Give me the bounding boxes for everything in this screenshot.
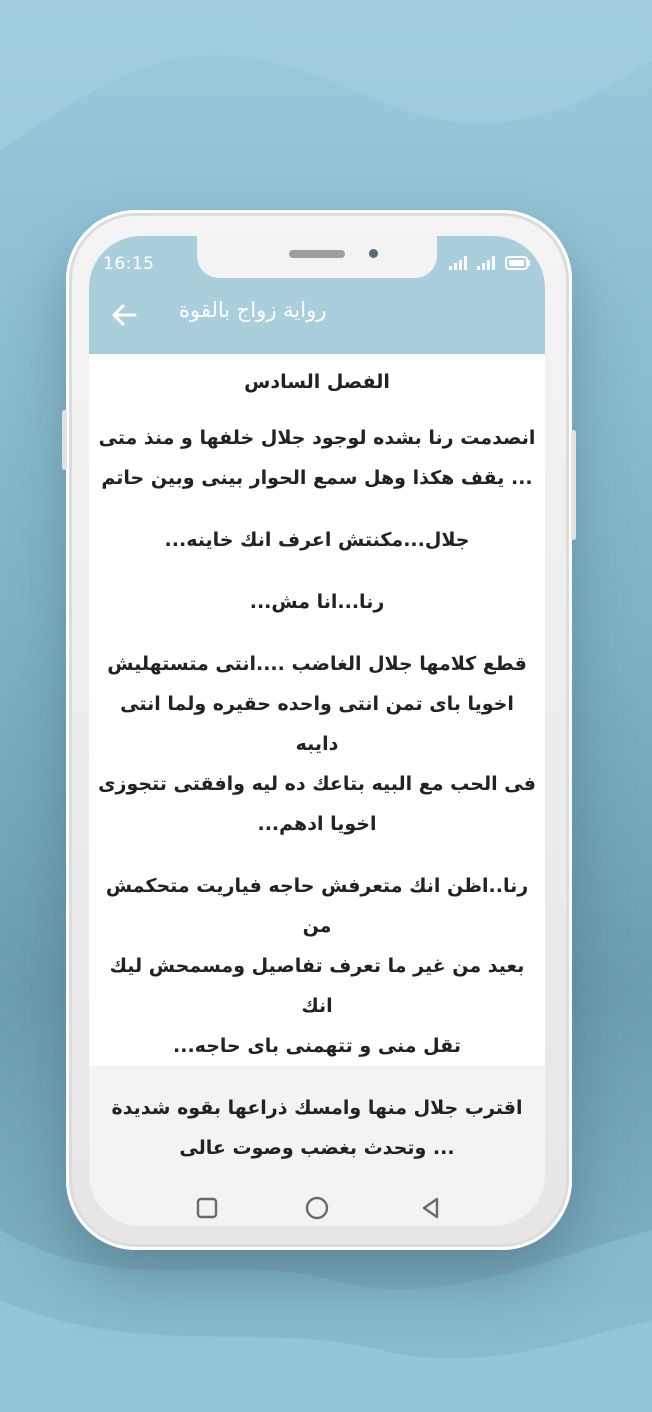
- paragraph-line: فى الحب مع البيه بتاعك ده ليه وافقتى تتجوزى: [98, 773, 536, 795]
- app-bar-title: رواية زواج بالقوة: [179, 298, 327, 322]
- paragraph: [97, 866, 537, 1066]
- paragraph: [97, 582, 537, 622]
- volume-button: [62, 410, 67, 470]
- paragraph-line: رنا...انا مش...: [249, 591, 385, 613]
- paragraph: [97, 1088, 537, 1168]
- signal-icon: [449, 256, 471, 270]
- paragraph-line: ... وتحدث بغضب وصوت عالى: [179, 1137, 455, 1159]
- paragraph-line: ... يقف هكذا وهل سمع الحوار بينى وبين حاتم: [101, 467, 533, 489]
- phone-mockup: [66, 210, 572, 1250]
- app-bar: [89, 278, 545, 354]
- signal-icon-2: [477, 256, 499, 270]
- paragraph: [97, 644, 537, 844]
- front-camera: [369, 249, 378, 258]
- status-time: 16:15: [103, 254, 155, 274]
- notch: [197, 236, 437, 278]
- paragraph-line: انصدمت رنا بشده لوجود جلال خلفها و منذ متى: [98, 427, 536, 449]
- phone-screen: [89, 236, 545, 1226]
- paragraph-line: اقترب جلال منها وامسك ذراعها بقوه شديدة: [111, 1097, 523, 1119]
- back-triangle-icon[interactable]: [417, 1194, 445, 1222]
- arrow-left-icon[interactable]: [109, 300, 139, 330]
- chapter-content: [89, 354, 545, 1159]
- paragraph-line: اخويا ادهم...: [257, 813, 377, 835]
- home-circle-icon[interactable]: [303, 1194, 331, 1222]
- chapter-title: الفصل السادس: [244, 371, 390, 393]
- paragraph-line: رنا..اظن انك متعرفش حاجه فياريت متحكمش من: [105, 875, 529, 937]
- paragraph: [97, 418, 537, 498]
- speaker: [289, 250, 345, 258]
- paragraph-line: تقل منى و تتهمنى باى حاجه...: [173, 1035, 461, 1057]
- recents-square-icon[interactable]: [193, 1194, 221, 1222]
- battery-icon: [505, 256, 531, 270]
- power-button: [571, 430, 576, 540]
- paragraph-line: بعيد من غير ما تعرف تفاصيل ومسمحش ليك انك: [109, 955, 525, 1017]
- status-icons: [449, 256, 531, 270]
- navigation-bar: [89, 1178, 545, 1226]
- paragraph-line: جلال...مكنتش اعرف انك خاينه...: [164, 529, 470, 551]
- paragraph-line: قطع كلامها جلال الغاضب ....انتى متستهليش: [107, 653, 527, 675]
- paragraph-line: اخويا باى تمن انتى واحده حقيره ولما انتى دايبه: [120, 693, 514, 755]
- paragraph: [97, 520, 537, 560]
